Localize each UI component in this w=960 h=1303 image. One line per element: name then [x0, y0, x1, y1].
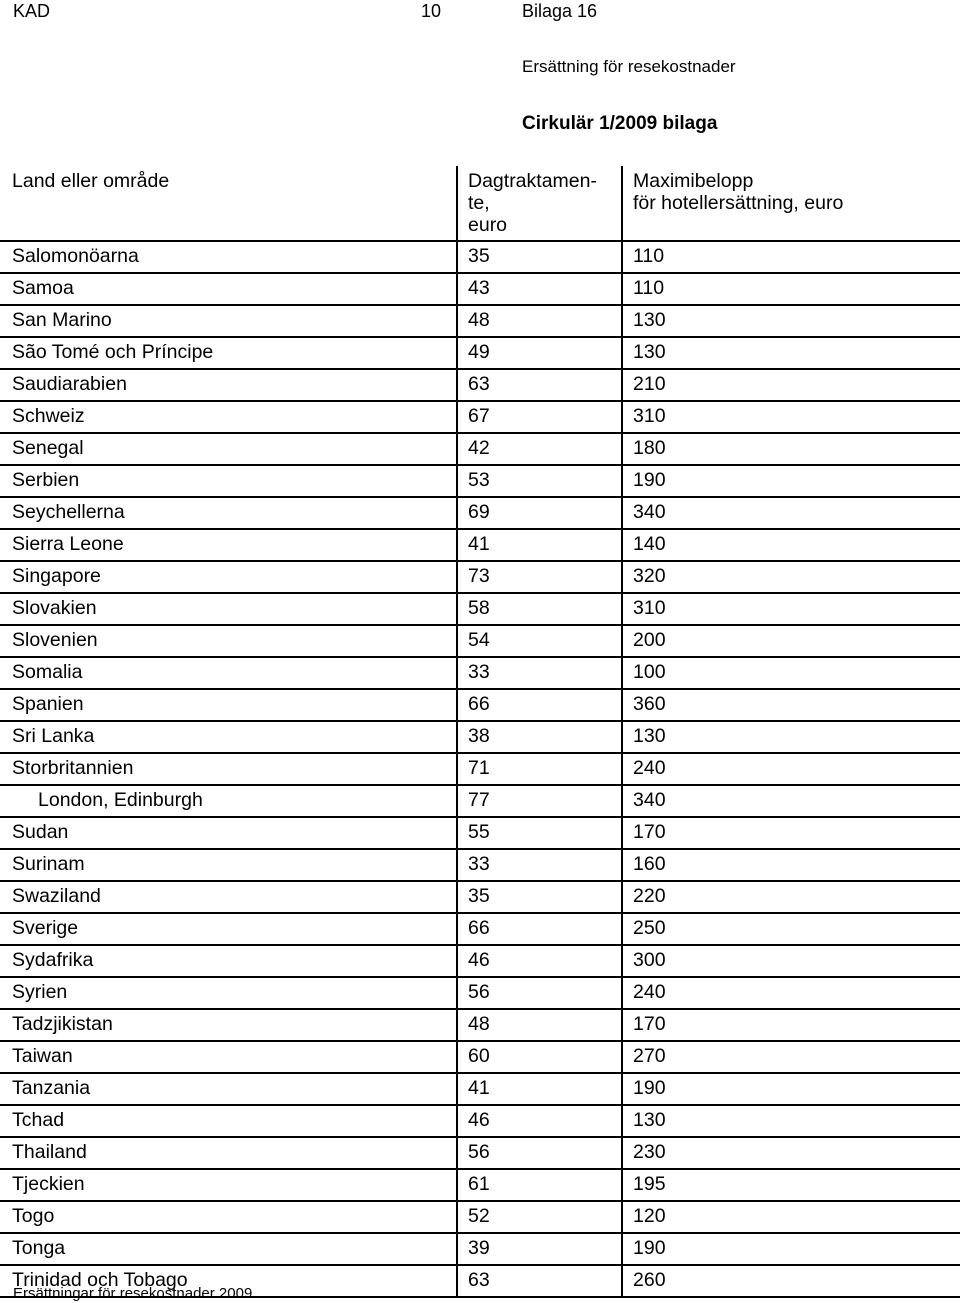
country-cell: Somalia: [0, 657, 457, 689]
hotel-max-cell: 190: [622, 1233, 960, 1265]
country-cell: Senegal: [0, 433, 457, 465]
country-cell: Schweiz: [0, 401, 457, 433]
hotel-max-cell: 240: [622, 977, 960, 1009]
country-cell: Spanien: [0, 689, 457, 721]
daily-allowance-cell: 67: [457, 401, 622, 433]
daily-allowance-cell: 58: [457, 593, 622, 625]
table-row: [0, 1009, 960, 1041]
page-number: 10: [421, 1, 442, 21]
table-row: [0, 881, 960, 913]
country-cell: Surinam: [0, 849, 457, 881]
table-row: [0, 497, 960, 529]
country-cell: Taiwan: [0, 1041, 457, 1073]
daily-allowance-cell: 56: [457, 977, 622, 1009]
country-cell: Togo: [0, 1201, 457, 1233]
table-row: [0, 753, 960, 785]
hotel-max-cell: 190: [622, 465, 960, 497]
country-cell: Sierra Leone: [0, 529, 457, 561]
country-cell: Syrien: [0, 977, 457, 1009]
hotel-max-cell: 240: [622, 753, 960, 785]
daily-allowance-cell: 53: [457, 465, 622, 497]
daily-allowance-cell: 41: [457, 1073, 622, 1105]
hotel-max-cell: 110: [622, 273, 960, 305]
country-cell: Storbritannien: [0, 753, 457, 785]
table-row: [0, 593, 960, 625]
hotel-max-cell: 170: [622, 817, 960, 849]
country-cell: Seychellerna: [0, 497, 457, 529]
country-cell: Tanzania: [0, 1073, 457, 1105]
table-row: [0, 657, 960, 689]
table-row: [0, 625, 960, 657]
daily-allowance-cell: 43: [457, 273, 622, 305]
hotel-max-cell: 195: [622, 1169, 960, 1201]
country-cell: São Tomé och Príncipe: [0, 337, 457, 369]
hotel-max-cell: 340: [622, 785, 960, 817]
country-cell: Singapore: [0, 561, 457, 593]
daily-allowance-cell: 66: [457, 689, 622, 721]
column-header-daily-allowance: Dagtraktamen- te, euro: [457, 166, 622, 241]
country-cell: Sudan: [0, 817, 457, 849]
hotel-max-cell: 360: [622, 689, 960, 721]
daily-allowance-cell: 48: [457, 1009, 622, 1041]
table-row: [0, 1041, 960, 1073]
hotel-max-cell: 140: [622, 529, 960, 561]
hotel-max-cell: 270: [622, 1041, 960, 1073]
country-cell: Salomonöarna: [0, 241, 457, 273]
table-row: [0, 465, 960, 497]
table-row: [0, 721, 960, 753]
table-row: [0, 1233, 960, 1265]
table-row: [0, 785, 960, 817]
hotel-max-cell: 130: [622, 337, 960, 369]
country-cell: Sri Lanka: [0, 721, 457, 753]
hotel-max-cell: 320: [622, 561, 960, 593]
hotel-max-cell: 340: [622, 497, 960, 529]
table-row: [0, 817, 960, 849]
daily-allowance-cell: 63: [457, 369, 622, 401]
table-row: [0, 1073, 960, 1105]
daily-allowance-cell: 35: [457, 241, 622, 273]
table-row: [0, 273, 960, 305]
country-cell: Saudiarabien: [0, 369, 457, 401]
daily-allowance-cell: 48: [457, 305, 622, 337]
table-row: [0, 849, 960, 881]
table-row: [0, 1105, 960, 1137]
hotel-max-cell: 190: [622, 1073, 960, 1105]
country-cell: Slovakien: [0, 593, 457, 625]
hotel-max-cell: 160: [622, 849, 960, 881]
hotel-max-cell: 300: [622, 945, 960, 977]
daily-allowance-cell: 71: [457, 753, 622, 785]
daily-allowance-cell: 60: [457, 1041, 622, 1073]
daily-allowance-cell: 73: [457, 561, 622, 593]
hotel-max-cell: 180: [622, 433, 960, 465]
country-cell: Serbien: [0, 465, 457, 497]
daily-allowance-cell: 66: [457, 913, 622, 945]
table-row: [0, 369, 960, 401]
daily-allowance-cell: 46: [457, 945, 622, 977]
country-cell: Sverige: [0, 913, 457, 945]
appendix-label: Bilaga 16: [522, 1, 598, 21]
hotel-max-cell: 310: [622, 593, 960, 625]
table-row: [0, 401, 960, 433]
hotel-max-cell: 130: [622, 721, 960, 753]
table-row: [0, 913, 960, 945]
daily-allowance-cell: 38: [457, 721, 622, 753]
page-footer: Ersättningar för resekostnader 2009: [13, 1285, 253, 1302]
daily-allowance-cell: 52: [457, 1201, 622, 1233]
daily-allowance-cell: 61: [457, 1169, 622, 1201]
daily-allowance-cell: 46: [457, 1105, 622, 1137]
hotel-max-cell: 220: [622, 881, 960, 913]
daily-allowance-cell: 41: [457, 529, 622, 561]
table-row: [0, 433, 960, 465]
daily-allowance-cell: 49: [457, 337, 622, 369]
hotel-max-cell: 250: [622, 913, 960, 945]
document-subtitle: Ersättning för resekostnader: [522, 57, 736, 76]
country-cell: Tonga: [0, 1233, 457, 1265]
hotel-max-cell: 100: [622, 657, 960, 689]
country-cell: Slovenien: [0, 625, 457, 657]
hotel-max-cell: 230: [622, 1137, 960, 1169]
table-row: [0, 529, 960, 561]
country-cell: Trinidad och Tobago: [0, 1265, 457, 1297]
daily-allowance-cell: 39: [457, 1233, 622, 1265]
table-row: [0, 1137, 960, 1169]
table-body: [0, 241, 960, 1297]
daily-allowance-cell: 33: [457, 657, 622, 689]
country-cell: London, Edinburgh: [0, 785, 457, 817]
table-row: [0, 977, 960, 1009]
hotel-max-cell: 310: [622, 401, 960, 433]
hotel-max-cell: 110: [622, 241, 960, 273]
table-row: [0, 1169, 960, 1201]
table-header-row: [0, 166, 960, 241]
table-row: [0, 305, 960, 337]
daily-allowance-cell: 69: [457, 497, 622, 529]
daily-allowance-cell: 55: [457, 817, 622, 849]
daily-allowance-cell: 54: [457, 625, 622, 657]
daily-allowance-cell: 77: [457, 785, 622, 817]
circular-title: Cirkulär 1/2009 bilaga: [522, 113, 718, 134]
country-cell: Tchad: [0, 1105, 457, 1137]
table-row: [0, 689, 960, 721]
country-cell: Tadzjikistan: [0, 1009, 457, 1041]
daily-allowance-cell: 56: [457, 1137, 622, 1169]
column-header-hotel-max: Maximibelopp för hotellersättning, euro: [622, 166, 960, 241]
hotel-max-cell: 210: [622, 369, 960, 401]
country-cell: Swaziland: [0, 881, 457, 913]
country-cell: Samoa: [0, 273, 457, 305]
daily-allowance-cell: 42: [457, 433, 622, 465]
daily-allowance-cell: 35: [457, 881, 622, 913]
header-left: KAD: [13, 1, 51, 21]
hotel-max-cell: 170: [622, 1009, 960, 1041]
country-cell: Tjeckien: [0, 1169, 457, 1201]
hotel-max-cell: 130: [622, 305, 960, 337]
hotel-max-cell: 200: [622, 625, 960, 657]
allowance-table: [0, 166, 960, 1298]
country-cell: Sydafrika: [0, 945, 457, 977]
country-cell: San Marino: [0, 305, 457, 337]
daily-allowance-cell: 63: [457, 1265, 622, 1297]
hotel-max-cell: 130: [622, 1105, 960, 1137]
table-row: [0, 1201, 960, 1233]
column-header-country: Land eller område: [0, 166, 457, 241]
table-row: [0, 241, 960, 273]
table-row: [0, 945, 960, 977]
hotel-max-cell: 260: [622, 1265, 960, 1297]
daily-allowance-cell: 33: [457, 849, 622, 881]
table-row: [0, 561, 960, 593]
table-row: [0, 337, 960, 369]
hotel-max-cell: 120: [622, 1201, 960, 1233]
country-cell: Thailand: [0, 1137, 457, 1169]
